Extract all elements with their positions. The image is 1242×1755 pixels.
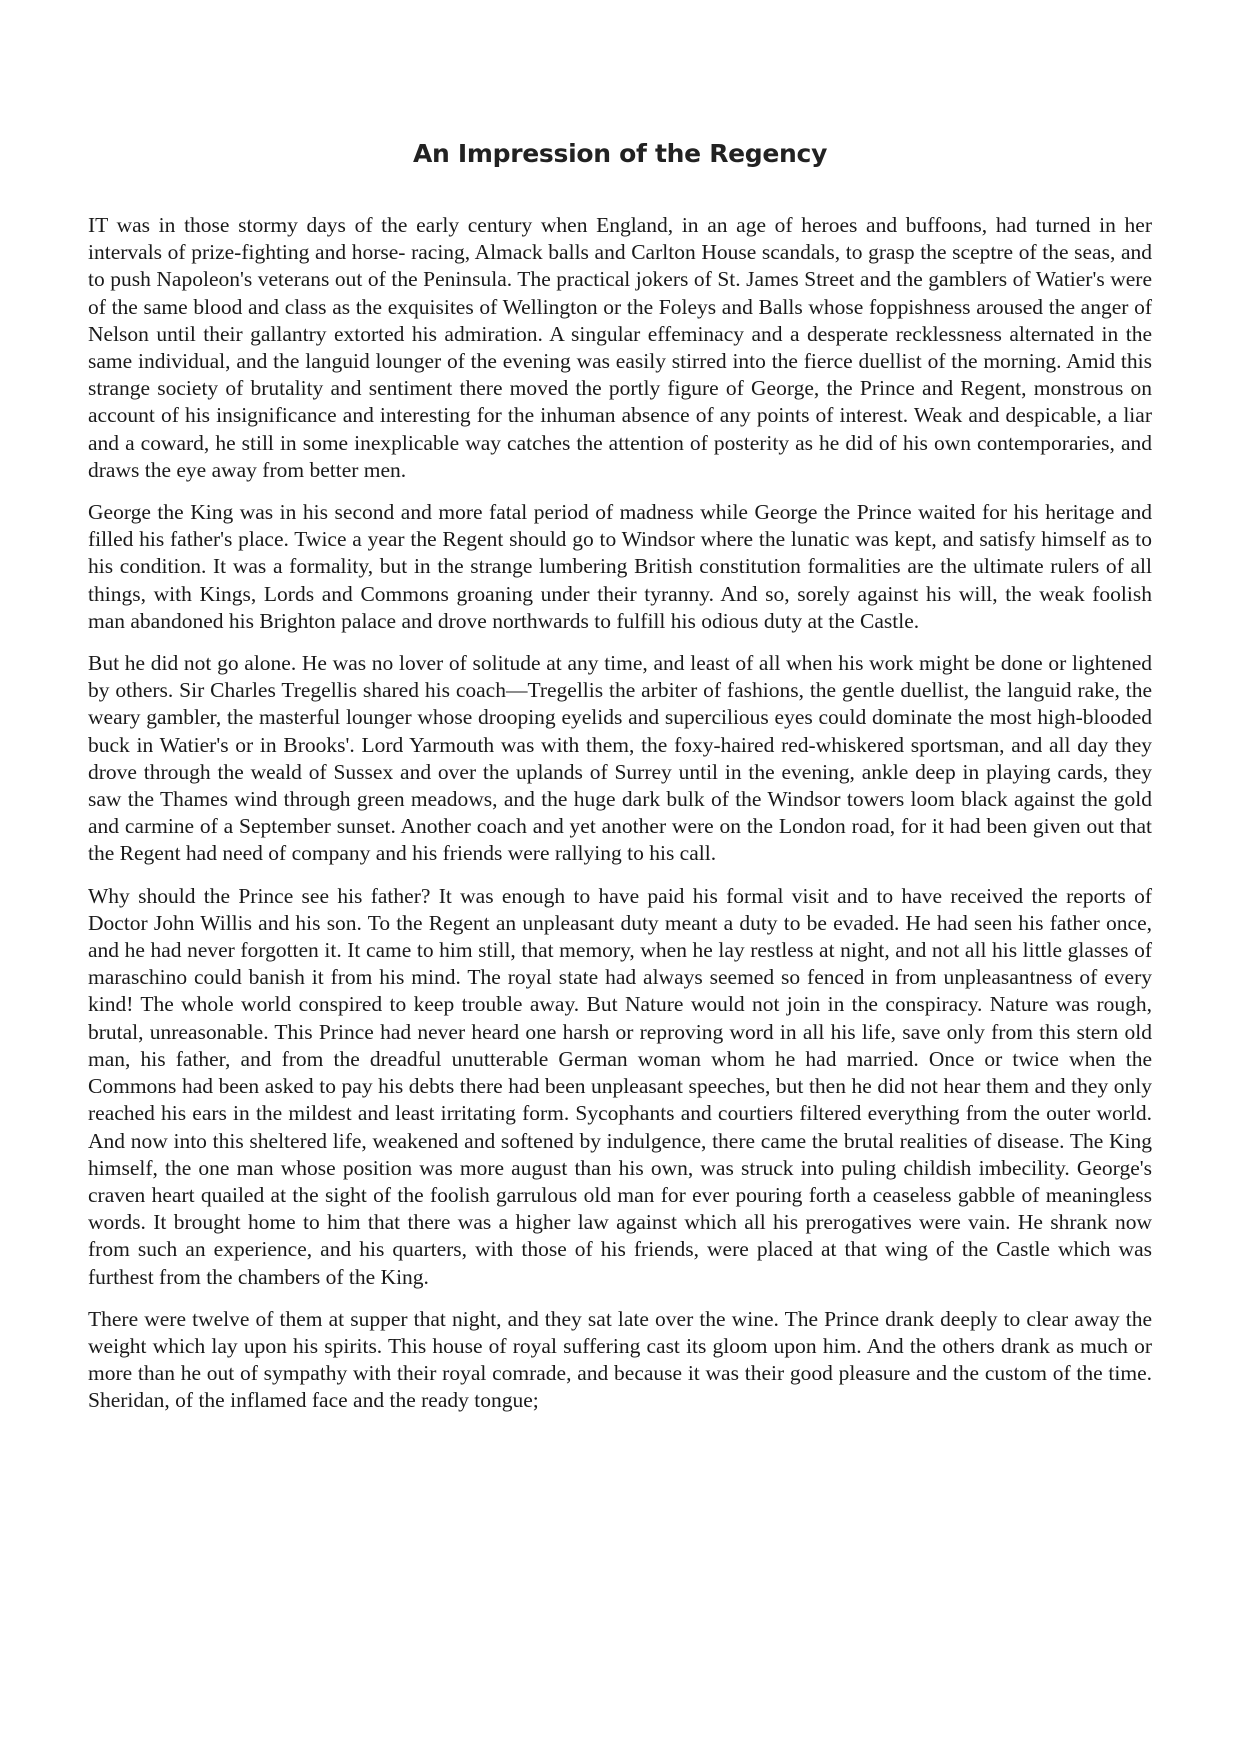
paragraph-4: Why should the Prince see his father? It was enough to have paid his formal visit and to have received the reports of Doctor John Willis and his son. To the Regent an unpleasant duty meant a duty to be evaded. He had seen his father once, and he had never forgotten it. It came to him still, that memory, when he lay restless at night, and not all his little glasses of maraschino could banish it from his mind. The royal state had always seemed so fenced in from unpleasantness of every kind! The whole world conspired to keep trouble away. But Nature would not join in the conspiracy. Nature was rough, brutal, unreasonable. This Prince had never heard one harsh or reproving word in all his life, save only from this stern old man, his father, and from the dreadful unutterable German woman whom he had married. Once or twice when the Commons had been asked to pay his debts there had been unpleasant speeches, but then he did not hear them and they only reached his ears in the mildest and least irritating form. Sycophants and courtiers filtered everything from the outer world. And now into this sheltered life, weakened and softened by indulgence, there came the brutal realities of disease. The King himself, the one man whose position was more august than his own, was struck into puling childish imbecility. George's craven heart quailed at the sight of the foolish garrulous old man for ever pouring forth a ceaseless gabble of meaningless words. It brought home to him that there was a higher law against which all his prerogatives were vain. He shrank now from such an experience, and his quarters, with those of his friends, were placed at that wing of the Castle which was furthest from the chambers of the King. <box>88 883 1152 1289</box>
paragraph-1: IT was in those stormy days of the early century when England, in an age of heroes and buffoons, had turned in her intervals of prize-fighting and horse- racing, Almack balls and Carlton House scandals, to grasp the sceptre of the seas, and to push Napoleon's veterans out of the Peninsula. The practical jokers of St. James Street and the gamblers of Watier's were of the same blood and class as the exquisites of Wellington or the Foleys and Balls whose foppishness aroused the anger of Nelson until their gallantry extorted his admiration. A singular effeminacy and a desperate recklessness alternated in the same individual, and the languid lounger of the evening was easily stirred into the fierce duellist of the morning. Amid this strange society of brutality and sentiment there moved the portly figure of George, the Prince and Regent, monstrous on account of his insignificance and interesting for the inhuman absence of any points of interest. Weak and despicable, a liar and a coward, he still in some inexplicable way catches the attention of posterity as he did of his own contemporaries, and draws the eye away from better men. <box>88 213 1152 482</box>
paragraph-3: But he did not go alone. He was no lover of solitude at any time, and least of all when his work might be done or lightened by others. Sir Charles Tregellis shared his coach—Tregellis the arbiter of fashions, the gentle duellist, the languid rake, the weary gambler, the masterful lounger whose drooping eyelids and supercilious eyes could dominate the most high-blooded buck in Watier's or in Brooks'. Lord Yarmouth was with them, the foxy-haired red-whiskered sportsman, and all day they drove through the weald of Sussex and over the uplands of Surrey until in the evening, ankle deep in playing cards, they saw the Thames wind through green meadows, and the huge dark bulk of the Windsor towers loom black against the gold and carmine of a September sunset. Another coach and yet another were on the London road, for it had been given out that the Regent had need of company and his friends were rallying to his call. <box>88 651 1152 866</box>
document-title: An Impression of the Regency <box>412 139 828 168</box>
paragraph-2: George the King was in his second and more fatal period of madness while George the Prince waited for his heritage and filled his father's place. Twice a year the Regent should go to Windsor where the lunatic was kept, and satisfy himself as to his condition. It was a formality, but in the strange lumbering British constitution formalities are the ultimate rulers of all things, with Kings, Lords and Commons groaning under their tyranny. And so, sorely against his will, the weak foolish man abandoned his Brighton palace and drove northwards to fulfill his odious duty at the Castle. <box>88 500 1152 633</box>
paragraph-5: There were twelve of them at supper that night, and they sat late over the wine. The Prince drank deeply to clear away the weight which lay upon his spirits. This house of royal suffering cast its gloom upon him. And the others drank as much or more than he out of sympathy with their royal comrade, and because it was their good pleasure and the custom of the time. Sheridan, of the inflamed face and the ready tongue; <box>88 1306 1152 1413</box>
